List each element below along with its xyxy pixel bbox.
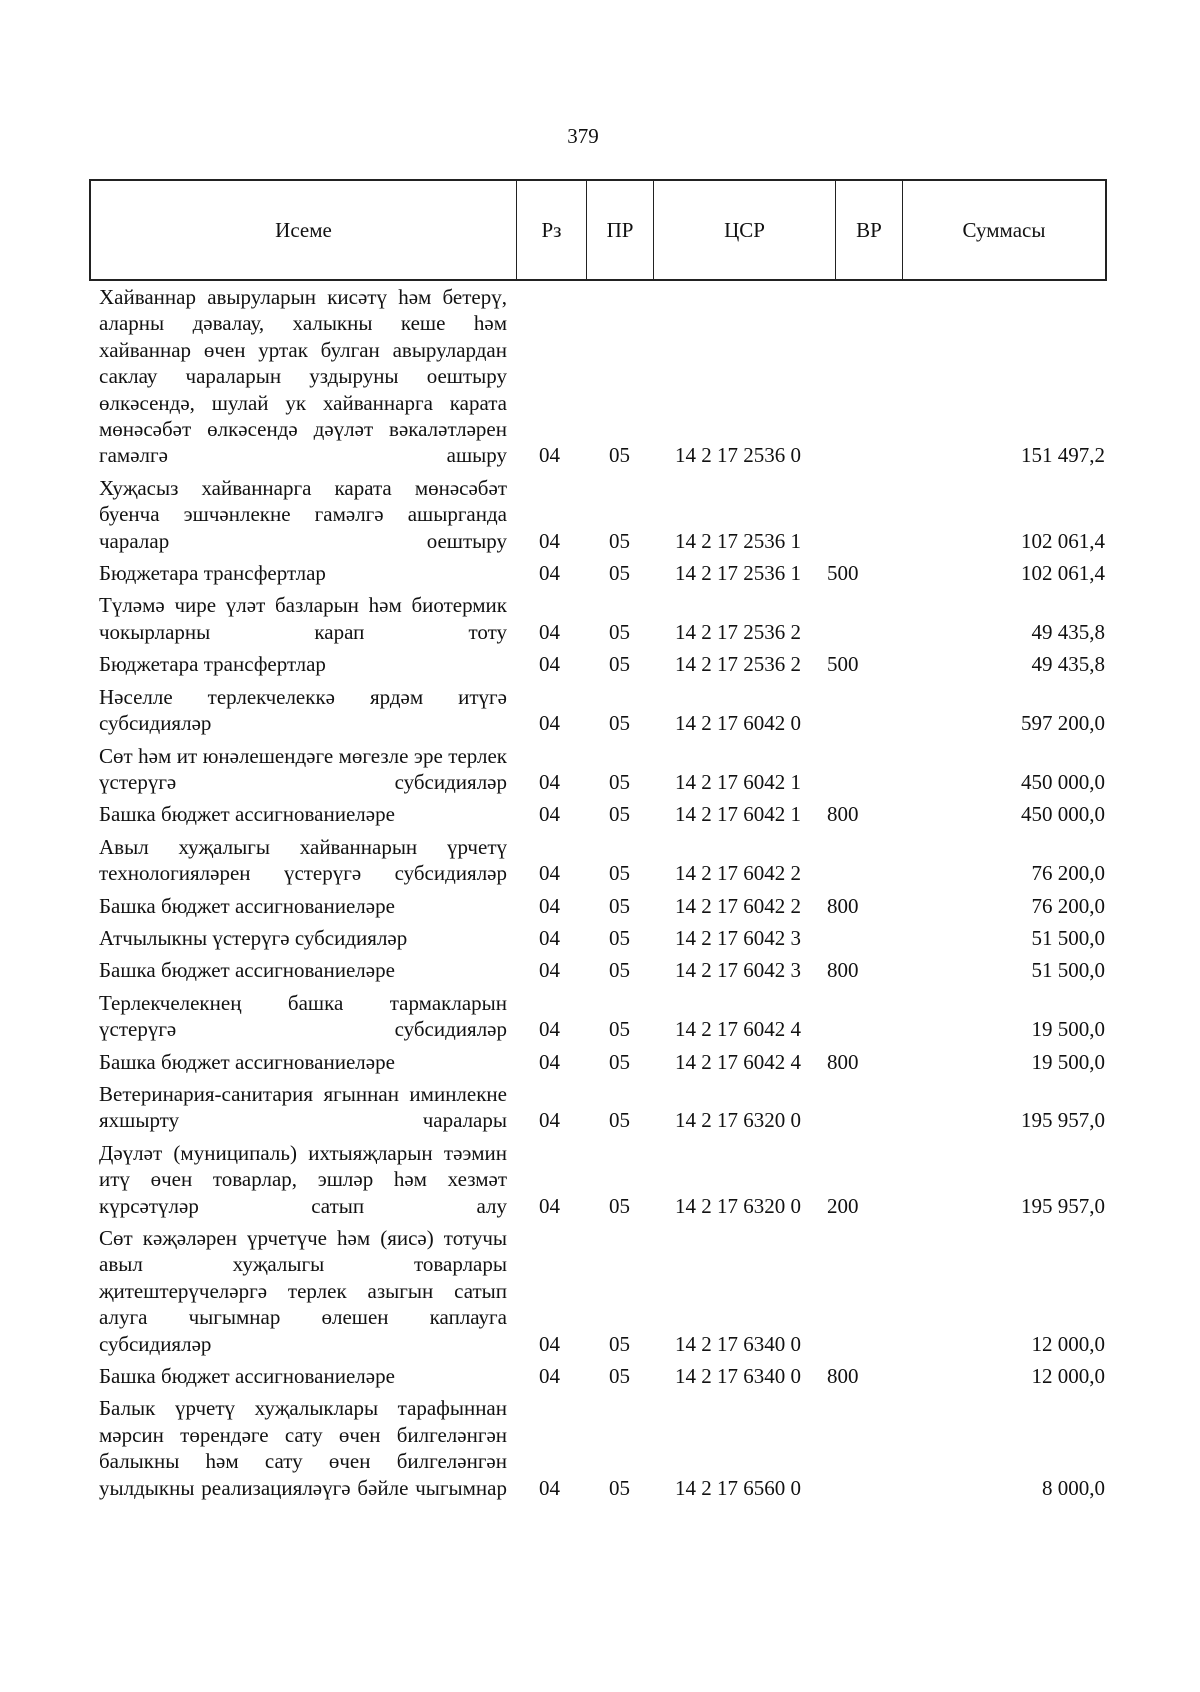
row-sum: 49 435,8 [1031, 619, 1105, 644]
row-vr: 800 [827, 1364, 859, 1389]
row-csr: 14 2 17 2536 0 [675, 443, 801, 468]
table-body [99, 284, 1109, 1507]
table-row [99, 925, 1109, 951]
row-csr: 14 2 17 2536 2 [675, 619, 801, 644]
row-csr: 14 2 17 6042 1 [675, 802, 801, 827]
row-pr: 05 [609, 802, 630, 827]
row-sum: 8 000,0 [1042, 1475, 1105, 1500]
row-name: Дәүләт (муниципаль) ихтыяҗларын тәэмин итү өчен товарлар, эшләр һәм хезмәт күрсәтүләр сатып алу [99, 1140, 507, 1218]
table-row [99, 684, 1109, 737]
row-csr: 14 2 17 6320 0 [675, 1108, 801, 1133]
row-name: Авыл хуҗалыгы хайваннарын үрчетү технологияләрен үстерүгә субсидияләр [99, 834, 507, 886]
row-sum: 102 061,4 [1021, 561, 1105, 586]
row-sum: 102 061,4 [1021, 528, 1105, 553]
row-sum: 51 500,0 [1031, 958, 1105, 983]
row-name: Ветеринария-санитария ягыннан иминлекне яхшырту чаралары [99, 1081, 507, 1133]
table-row [99, 1225, 1109, 1357]
page-number: 379 [567, 124, 599, 148]
row-csr: 14 2 17 6042 4 [675, 1017, 801, 1042]
row-pr: 05 [609, 861, 630, 886]
row-csr: 14 2 17 6042 2 [675, 861, 801, 886]
row-vr: 500 [827, 561, 859, 586]
row-csr: 14 2 17 6320 0 [675, 1193, 801, 1218]
row-rz: 04 [539, 925, 560, 950]
table-row [99, 475, 1109, 554]
row-name: Түләмә чире үләт базларын һәм биотермик чокырларны карап тоту [99, 593, 507, 644]
row-rz: 04 [539, 1364, 560, 1389]
row-vr: 500 [827, 652, 859, 677]
row-sum: 51 500,0 [1031, 925, 1105, 950]
table-row [99, 284, 1109, 469]
table-row [99, 743, 1109, 796]
row-rz: 04 [539, 561, 560, 586]
row-csr: 14 2 17 6042 1 [675, 769, 801, 794]
row-rz: 04 [539, 1049, 560, 1074]
row-pr: 05 [609, 1364, 630, 1389]
row-csr: 14 2 17 6340 0 [675, 1364, 801, 1389]
row-pr: 05 [609, 925, 630, 950]
row-pr: 05 [609, 1017, 630, 1042]
row-name: Башка бюджет ассигнованиеләре [99, 958, 395, 983]
row-csr: 14 2 17 2536 1 [675, 528, 801, 553]
row-pr: 05 [609, 1049, 630, 1074]
table-row [99, 1081, 1109, 1134]
row-name: Балык үрчетү хуҗалыклары тарафыннан мәрсин төрендәге сату өчен билгеләнгән балыкны һәм сату өчен билгеләнгән уылдыкны реализацияләүгә бәйле чыгымнар [99, 1396, 507, 1500]
row-pr: 05 [609, 769, 630, 794]
table-row [99, 990, 1109, 1043]
header-name: Исеме [91, 181, 517, 279]
row-name: Терлекчелекнең башка тармакларын үстерүгә субсидияләр [99, 990, 507, 1042]
row-vr: 800 [827, 1049, 859, 1074]
row-vr: 800 [827, 802, 859, 827]
row-csr: 14 2 17 6042 3 [675, 958, 801, 983]
row-pr: 05 [609, 958, 630, 983]
row-name: Сөт кәҗәләрен үрчетүче һәм (яисә) тотучы авыл хуҗалыгы товарлары җитештерүчеләргә терлек азыгын сатып алуга чыгымнар өлешен каплауга субсидияләр [99, 1226, 507, 1356]
header-sum: Суммасы [962, 217, 1046, 242]
row-sum: 597 200,0 [1021, 711, 1105, 736]
table-row [99, 1395, 1109, 1501]
row-sum: 19 500,0 [1031, 1017, 1105, 1042]
row-rz: 04 [539, 1017, 560, 1042]
row-csr: 14 2 17 6560 0 [675, 1475, 801, 1500]
row-pr: 05 [609, 1108, 630, 1133]
header-csr: ЦСР [654, 181, 836, 279]
row-rz: 04 [539, 711, 560, 736]
row-name: Атчылыкны үстерүгә субсидияләр [99, 925, 408, 950]
row-sum: 450 000,0 [1021, 769, 1105, 794]
row-sum: 450 000,0 [1021, 802, 1105, 827]
row-sum: 49 435,8 [1031, 652, 1105, 677]
table-row [99, 893, 1109, 919]
row-name: Сөт һәм ит юнәлешендәге мөгезле эре терлек үстерүгә субсидияләр [99, 743, 507, 794]
row-rz: 04 [539, 1331, 560, 1356]
row-rz: 04 [539, 652, 560, 677]
table-header [89, 179, 1107, 281]
row-name: Башка бюджет ассигнованиеләре [99, 1049, 395, 1074]
row-rz: 04 [539, 619, 560, 644]
row-pr: 05 [609, 561, 630, 586]
table-row [99, 592, 1109, 645]
row-vr: 800 [827, 893, 859, 918]
row-sum: 151 497,2 [1021, 443, 1105, 468]
row-rz: 04 [539, 1475, 560, 1500]
row-csr: 14 2 17 6340 0 [675, 1331, 801, 1356]
row-name: Башка бюджет ассигнованиеләре [99, 893, 395, 918]
table-row [99, 957, 1109, 983]
row-csr: 14 2 17 2536 2 [675, 652, 801, 677]
row-rz: 04 [539, 1108, 560, 1133]
row-rz: 04 [539, 958, 560, 983]
row-rz: 04 [539, 1193, 560, 1218]
row-sum: 12 000,0 [1031, 1364, 1105, 1389]
row-sum: 76 200,0 [1031, 861, 1105, 886]
row-csr: 14 2 17 6042 3 [675, 925, 801, 950]
row-rz: 04 [539, 528, 560, 553]
row-sum: 195 957,0 [1021, 1193, 1105, 1218]
row-sum: 12 000,0 [1031, 1331, 1105, 1356]
row-name: Башка бюджет ассигнованиеләре [99, 1364, 395, 1389]
row-name: Хайваннар авыруларын кисәтү һәм бетерү, аларны дәвалау, халыкны кеше һәм хайваннар өчен уртак булган авырулардан саклау чараларын уздыруны оештыру өлкәсендә, шулай ук хайваннарга карата мөнәсәбәт өлкәсендә дәүләт вәкаләтләрен гамәлгә ашыру [99, 285, 507, 468]
row-sum: 19 500,0 [1031, 1049, 1105, 1074]
table-row [99, 1049, 1109, 1075]
row-name: Хуҗасыз хайваннарга карата мөнәсәбәт буенча эшчәнлекне гамәлгә ашырганда чаралар оештыру [99, 475, 507, 553]
row-pr: 05 [609, 528, 630, 553]
row-pr: 05 [609, 1193, 630, 1218]
row-vr: 200 [827, 1193, 859, 1218]
row-sum: 76 200,0 [1031, 893, 1105, 918]
table-row [99, 1363, 1109, 1389]
row-rz: 04 [539, 893, 560, 918]
row-csr: 14 2 17 6042 2 [675, 893, 801, 918]
row-name: Башка бюджет ассигнованиеләре [99, 802, 395, 827]
row-pr: 05 [609, 652, 630, 677]
table-row [99, 1140, 1109, 1219]
table-row [99, 801, 1109, 827]
row-pr: 05 [609, 893, 630, 918]
row-pr: 05 [609, 1475, 630, 1500]
row-name: Нәселле терлекчелеккә ярдәм итүгә субсидияләр [99, 684, 507, 736]
row-rz: 04 [539, 769, 560, 794]
row-rz: 04 [539, 802, 560, 827]
row-csr: 14 2 17 2536 1 [675, 561, 801, 586]
row-pr: 05 [609, 1331, 630, 1356]
row-name: Бюджетара трансфертлар [99, 561, 326, 586]
row-csr: 14 2 17 6042 0 [675, 711, 801, 736]
header-pr: ПР [587, 181, 654, 279]
row-name: Бюджетара трансфертлар [99, 652, 326, 677]
row-pr: 05 [609, 443, 630, 468]
row-vr: 800 [827, 958, 859, 983]
table-row [99, 651, 1109, 677]
table-row [99, 834, 1109, 887]
row-csr: 14 2 17 6042 4 [675, 1049, 801, 1074]
row-pr: 05 [609, 711, 630, 736]
row-rz: 04 [539, 443, 560, 468]
header-rz: Рз [517, 181, 587, 279]
row-sum: 195 957,0 [1021, 1108, 1105, 1133]
header-vr: ВР [836, 181, 903, 279]
table-row [99, 560, 1109, 586]
row-rz: 04 [539, 861, 560, 886]
row-pr: 05 [609, 619, 630, 644]
